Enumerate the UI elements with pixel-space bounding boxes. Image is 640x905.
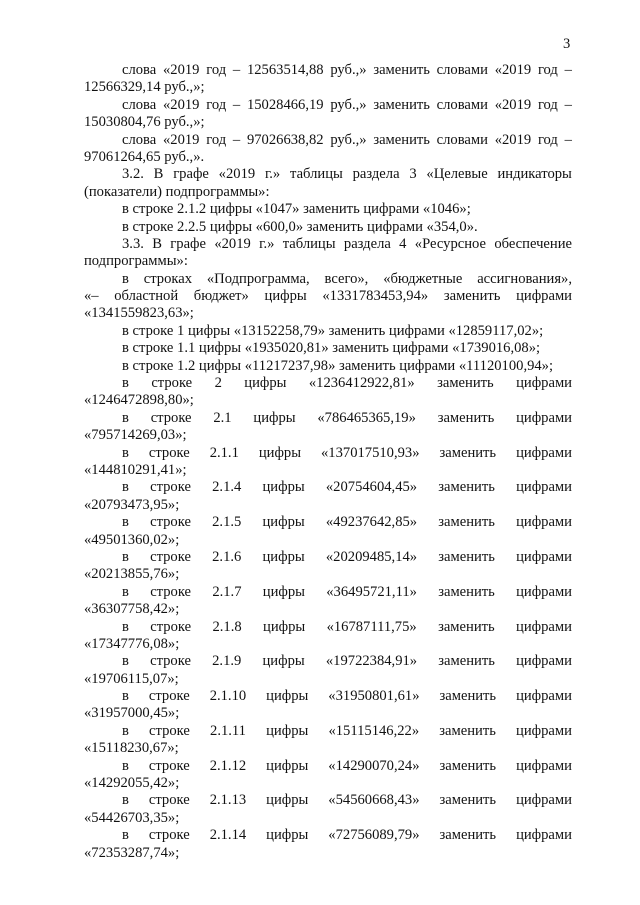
row-change-w4: заменить bbox=[439, 757, 497, 774]
paragraph-line: в строке 2.1.2 цифры «1047» заменить цифрами «1046»; bbox=[122, 201, 471, 218]
row-change-line bbox=[84, 375, 572, 392]
paragraph-first-line bbox=[84, 166, 572, 183]
row-change-new-value: «19706115,07»; bbox=[84, 670, 179, 687]
row-change-w4: заменить bbox=[438, 514, 495, 531]
row-change-w1: в bbox=[122, 375, 129, 392]
row-change-w1: в bbox=[122, 583, 129, 600]
row-change-w5: цифрами bbox=[516, 722, 572, 739]
row-change-w1: в bbox=[122, 653, 129, 670]
word: 3.3. bbox=[122, 235, 144, 252]
row-change-w2: строке bbox=[150, 548, 191, 565]
row-change-w3: цифры bbox=[266, 688, 309, 705]
row-change-w4: заменить bbox=[438, 653, 495, 670]
row-change-old: «54560668,43» bbox=[328, 792, 420, 809]
word: заменить bbox=[373, 62, 430, 78]
word: таблицы bbox=[290, 166, 343, 183]
row-change-w3: цифры bbox=[253, 409, 296, 426]
paragraph-continuation-line: «1341559823,63»; bbox=[84, 305, 194, 322]
word: руб.,» bbox=[330, 131, 367, 148]
word: слова bbox=[122, 131, 157, 148]
row-change-w1: в bbox=[122, 757, 129, 774]
row-change-line bbox=[84, 688, 572, 705]
word: 4 bbox=[399, 235, 407, 252]
row-change-w3: цифры bbox=[266, 827, 309, 844]
row-change-w5: цифрами bbox=[516, 757, 572, 774]
row-change-row: 2.1.13 bbox=[209, 792, 247, 809]
paragraph-first-line bbox=[84, 97, 572, 114]
word: графе bbox=[170, 235, 206, 252]
row-change-w2: строке bbox=[148, 757, 190, 774]
word: руб.,» bbox=[330, 96, 367, 113]
word: «2019 bbox=[218, 166, 256, 183]
paragraph-continuation-line: 97061264,65 руб.,». bbox=[84, 148, 205, 165]
row-change-w1: в bbox=[122, 514, 129, 531]
row-change-new-value: «14292055,42»; bbox=[84, 775, 180, 792]
row-change-w5: цифрами bbox=[516, 583, 572, 600]
row-change-row: 2.1.6 bbox=[212, 548, 242, 565]
row-change-line bbox=[84, 549, 572, 566]
word: индикаторы bbox=[497, 166, 572, 183]
word: ассигнования», bbox=[477, 270, 572, 287]
row-change-line bbox=[84, 410, 572, 427]
row-change-w2: строке bbox=[150, 653, 191, 670]
word: руб.,» bbox=[330, 62, 367, 78]
paragraph-continuation-line: 12566329,14 руб.,»; bbox=[84, 79, 205, 96]
row-change-w5: цифрами bbox=[516, 375, 572, 392]
word: словами bbox=[436, 131, 488, 148]
row-change-w3: цифры bbox=[262, 548, 305, 565]
row-change-w1: в bbox=[122, 618, 129, 635]
word: «2019 bbox=[162, 62, 200, 78]
row-change-w5: цифрами bbox=[516, 653, 572, 670]
row-change-w2: строке bbox=[151, 375, 193, 392]
row-change-new-value: «17347776,08»; bbox=[84, 635, 180, 652]
word: год bbox=[206, 62, 227, 78]
word: «Ресурсное bbox=[414, 235, 486, 252]
row-change-new-value: «36307758,42»; bbox=[84, 601, 180, 618]
row-change-row: 2.1.9 bbox=[212, 653, 242, 670]
row-change-old: «36495721,11» bbox=[326, 583, 417, 600]
row-change-w3: цифры bbox=[263, 618, 306, 635]
row-change-w3: цифры bbox=[262, 583, 305, 600]
row-change-w1: в bbox=[122, 827, 129, 844]
row-change-w3: цифры bbox=[266, 792, 309, 809]
word: год bbox=[537, 62, 558, 78]
word: год bbox=[206, 131, 227, 148]
word: «бюджетные bbox=[383, 270, 463, 287]
document-body bbox=[84, 62, 572, 862]
row-change-w4: заменить bbox=[438, 479, 495, 496]
row-change-new-value: «795714269,03»; bbox=[84, 427, 187, 444]
word: строках bbox=[143, 270, 193, 287]
row-change-w1: в bbox=[122, 688, 129, 705]
word: год bbox=[537, 131, 558, 148]
row-change-w4: заменить bbox=[437, 409, 495, 426]
page-number: 3 bbox=[563, 36, 571, 52]
row-change-w2: строке bbox=[148, 444, 190, 461]
row-change-old: «15115146,22» bbox=[328, 722, 420, 739]
row-change-w4: заменить bbox=[439, 827, 497, 844]
word: «2019 bbox=[214, 235, 251, 252]
word: – bbox=[564, 62, 572, 78]
row-change-w4: заменить bbox=[438, 548, 495, 565]
word: 3 bbox=[409, 166, 417, 183]
row-change-w1: в bbox=[122, 444, 129, 461]
word: обеспечение bbox=[494, 235, 572, 252]
row-change-row: 2.1.1 bbox=[209, 444, 239, 461]
word: «2019 bbox=[162, 96, 200, 113]
row-change-row: 2.1.14 bbox=[209, 827, 247, 844]
row-change-old: «1236412922,81» bbox=[308, 375, 415, 392]
row-change-line bbox=[84, 653, 572, 670]
word: раздела bbox=[352, 166, 400, 183]
word: В bbox=[153, 166, 164, 183]
row-change-w2: строке bbox=[150, 618, 192, 635]
row-change-row: 2.1.10 bbox=[209, 688, 247, 705]
paragraph-continuation-line: (показатели) подпрограммы»: bbox=[84, 183, 270, 200]
row-change-old: «20209485,14» bbox=[325, 548, 418, 565]
word: цифрами bbox=[516, 288, 572, 305]
row-change-w2: строке bbox=[150, 479, 191, 496]
row-change-w2: строке bbox=[150, 514, 191, 531]
row-change-row: 2.1.5 bbox=[212, 514, 242, 531]
row-change-w4: заменить bbox=[438, 618, 495, 635]
paragraph-first-line bbox=[84, 236, 572, 253]
row-change-old: «16787111,75» bbox=[326, 618, 417, 635]
row-change-new-value: «20793473,95»; bbox=[84, 496, 180, 513]
word: слова bbox=[122, 96, 157, 113]
word: – bbox=[232, 62, 241, 78]
word: словами bbox=[436, 96, 488, 113]
row-change-w1: в bbox=[122, 479, 129, 496]
row-change-w5: цифрами bbox=[516, 514, 572, 531]
row-change-w3: цифры bbox=[262, 479, 305, 496]
row-change-line bbox=[84, 827, 572, 844]
row-change-old: «49237642,85» bbox=[325, 514, 418, 531]
word: – bbox=[564, 96, 572, 113]
row-change-w5: цифрами bbox=[516, 479, 572, 496]
word: графе bbox=[173, 166, 209, 183]
paragraph-first-line bbox=[84, 132, 572, 149]
row-change-old: «72756089,79» bbox=[328, 827, 420, 844]
paragraph-line: в строке 2.2.5 цифры «600,0» заменить цифрами «354,0». bbox=[122, 218, 478, 235]
word: словами bbox=[436, 62, 488, 78]
row-change-w3: цифры bbox=[258, 444, 302, 461]
row-change-w1: в bbox=[122, 548, 129, 565]
row-change-w3: цифры bbox=[266, 757, 309, 774]
row-change-w5: цифрами bbox=[516, 618, 572, 635]
word: «2019 bbox=[494, 131, 532, 148]
word: областной bbox=[114, 288, 179, 305]
row-change-w5: цифрами bbox=[516, 688, 572, 705]
paragraph-middle-line bbox=[84, 288, 572, 305]
word: 3.2. bbox=[122, 166, 144, 183]
row-change-w4: заменить bbox=[437, 375, 494, 392]
row-change-w2: строке bbox=[148, 827, 190, 844]
row-change-w1: в bbox=[122, 792, 129, 809]
paragraph-continuation-line: подпрограммы»: bbox=[84, 253, 188, 270]
row-change-w1: в bbox=[122, 409, 129, 426]
row-change-line bbox=[84, 445, 572, 462]
paragraph-continuation-line: 15030804,76 руб.,»; bbox=[84, 114, 205, 131]
row-change-w5: цифрами bbox=[516, 444, 572, 461]
row-change-row: 2.1.12 bbox=[209, 757, 247, 774]
row-change-w4: заменить bbox=[439, 688, 497, 705]
paragraph-line: в строке 1 цифры «13152258,79» заменить цифрами «12859117,02»; bbox=[122, 322, 544, 339]
word: таблицы bbox=[282, 235, 336, 252]
row-change-new-value: «54426703,35»; bbox=[84, 809, 180, 826]
paragraph-line: в строке 1.2 цифры «11217237,98» заменить цифрами «11120100,94»; bbox=[122, 357, 554, 374]
row-change-line bbox=[84, 479, 572, 496]
word: – bbox=[564, 131, 572, 148]
row-change-line bbox=[84, 619, 572, 636]
word: год bbox=[537, 96, 558, 113]
row-change-w4: заменить bbox=[439, 722, 496, 739]
row-change-row: 2.1.8 bbox=[212, 618, 242, 635]
row-change-w2: строке bbox=[149, 722, 190, 739]
word: – bbox=[232, 131, 241, 148]
word: «Целевые bbox=[426, 166, 488, 183]
word: 15028466,19 bbox=[246, 96, 324, 113]
word: 12563514,88 bbox=[246, 62, 324, 78]
paragraph-first-line bbox=[84, 62, 572, 79]
row-change-w4: заменить bbox=[439, 444, 497, 461]
row-change-old: «14290070,24» bbox=[328, 757, 420, 774]
row-change-new-value: «31957000,45»; bbox=[84, 705, 180, 722]
row-change-w4: заменить bbox=[438, 583, 495, 600]
word: год bbox=[206, 96, 227, 113]
word: заменить bbox=[373, 131, 430, 148]
row-change-line bbox=[84, 758, 572, 775]
row-change-row: 2.1 bbox=[213, 409, 232, 426]
word: в bbox=[122, 270, 129, 287]
word: г.» bbox=[259, 235, 275, 252]
row-change-w2: строке bbox=[150, 409, 192, 426]
word: раздела bbox=[343, 235, 391, 252]
row-change-w3: цифры bbox=[266, 722, 309, 739]
word: «– bbox=[84, 288, 99, 305]
row-change-new-value: «15118230,67»; bbox=[84, 740, 179, 757]
word: цифры bbox=[264, 288, 307, 305]
word: заменить bbox=[373, 96, 430, 113]
word: г.» bbox=[264, 166, 281, 183]
row-change-old: «19722384,91» bbox=[325, 653, 418, 670]
row-change-w5: цифрами bbox=[516, 548, 572, 565]
row-change-new-value: «20213855,76»; bbox=[84, 566, 180, 583]
row-change-w4: заменить bbox=[439, 792, 497, 809]
row-change-old: «31950801,61» bbox=[328, 688, 420, 705]
row-change-new-value: «72353287,74»; bbox=[84, 844, 180, 861]
row-change-w1: в bbox=[122, 722, 129, 739]
row-change-row: 2.1.4 bbox=[212, 479, 242, 496]
row-change-line bbox=[84, 723, 572, 740]
paragraph-line: в строке 1.1 цифры «1935020,81» заменить цифрами «1739016,08»; bbox=[122, 340, 541, 357]
row-change-w5: цифрами bbox=[516, 409, 572, 426]
word: «2019 bbox=[162, 131, 200, 148]
row-change-new-value: «49501360,02»; bbox=[84, 531, 180, 548]
row-change-old: «786465365,19» bbox=[317, 409, 416, 426]
row-change-new-value: «144810291,41»; bbox=[84, 461, 187, 478]
row-change-w2: строке bbox=[148, 688, 190, 705]
row-change-w2: строке bbox=[150, 583, 192, 600]
word: «1331783453,94» bbox=[322, 288, 429, 305]
row-change-line bbox=[84, 792, 572, 809]
row-change-row: 2 bbox=[214, 375, 222, 392]
word: бюджет» bbox=[193, 288, 249, 305]
row-change-w2: строке bbox=[148, 792, 190, 809]
word: «Подпрограмма, bbox=[206, 270, 310, 287]
row-change-line bbox=[84, 584, 572, 601]
word: заменить bbox=[443, 288, 501, 305]
row-change-row: 2.1.7 bbox=[212, 583, 242, 600]
row-change-w5: цифрами bbox=[516, 827, 572, 844]
row-change-w3: цифры bbox=[244, 375, 287, 392]
word: «2019 bbox=[494, 96, 532, 113]
row-change-w3: цифры bbox=[262, 514, 305, 531]
row-change-w3: цифры bbox=[262, 653, 305, 670]
row-change-row: 2.1.11 bbox=[210, 722, 246, 739]
row-change-old: «137017510,93» bbox=[321, 444, 420, 461]
paragraph-first-line bbox=[84, 271, 572, 288]
word: – bbox=[232, 96, 241, 113]
word: «2019 bbox=[494, 62, 532, 78]
row-change-w5: цифрами bbox=[516, 792, 572, 809]
word: 97026638,82 bbox=[246, 131, 324, 148]
word: В bbox=[152, 235, 162, 252]
row-change-old: «20754604,45» bbox=[325, 479, 418, 496]
row-change-new-value: «1246472898,80»; bbox=[84, 392, 194, 409]
word: всего», bbox=[324, 270, 369, 287]
word: слова bbox=[122, 62, 157, 78]
row-change-line bbox=[84, 514, 572, 531]
